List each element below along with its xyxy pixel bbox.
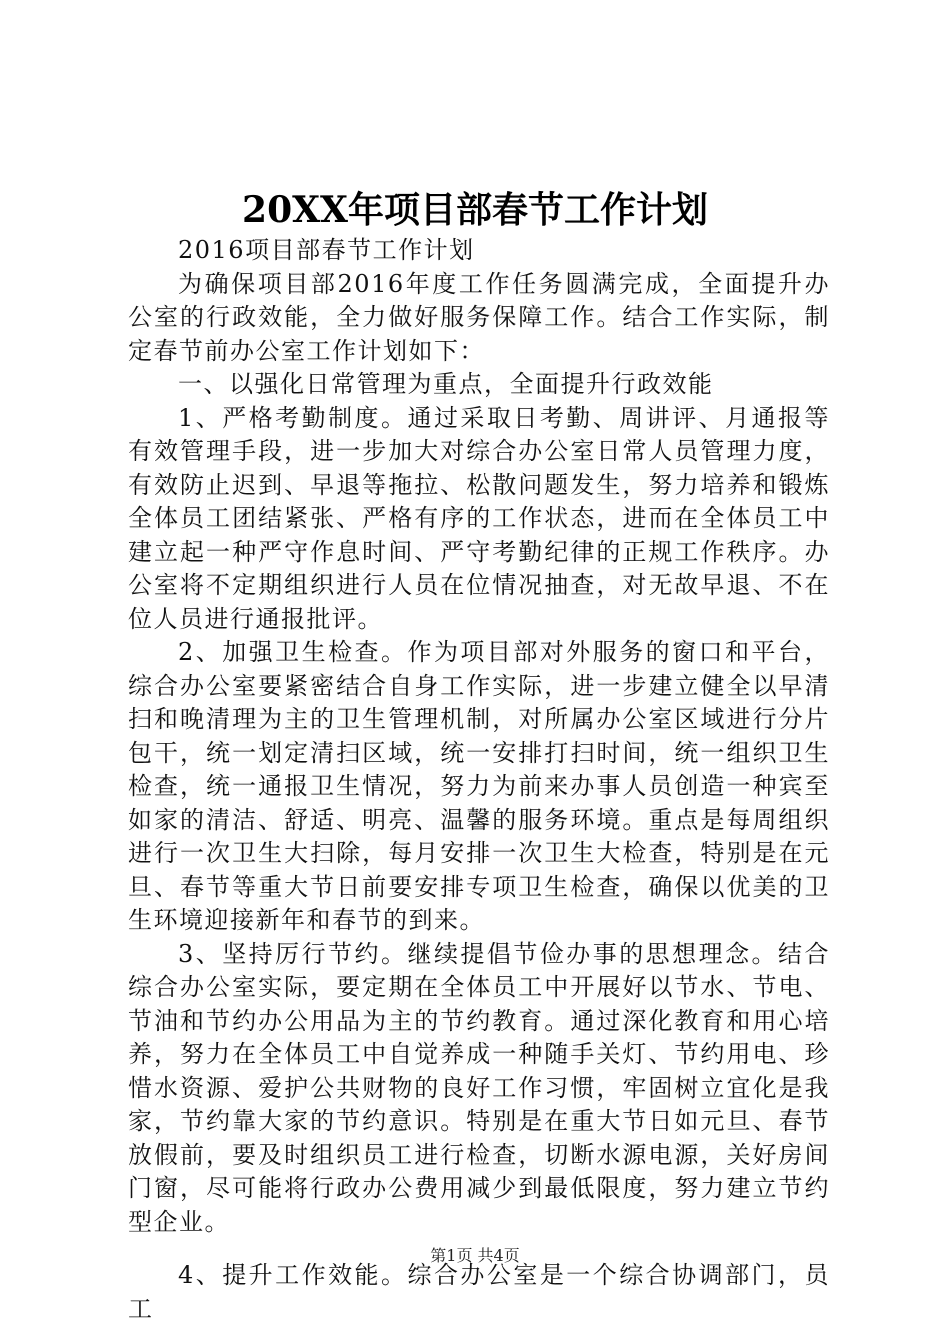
document-title: 20XX年项目部春节工作计划: [242, 189, 708, 231]
paragraph-item-1: 1、严格考勤制度。通过采取日考勤、周讲评、月通报等有效管理手段，进一步加大对综合办公室日常人员管理力度，有效防止迟到、早退等拖拉、松散问题发生，努力培养和锻炼全体员工团结紧张、严格有序的工作状态，进而在全体员工中建立起一种严守作息时间、严守考勤纪律的正规工作秩序。办公室将不定期组织进行人员在位情况抽查，对无故早退、不在位人员进行通报批评。: [128, 403, 830, 633]
paragraph-item-3: 3、坚持厉行节约。继续提倡节俭办事的思想理念。结合综合办公室实际，要定期在全体员工中开展好以节水、节电、节油和节约办公用品为主的节约教育。通过深化教育和用心培养，努力在全体员工中自觉养成一种随手关灯、节约用电、珍惜水资源、爱护公共财物的良好工作习惯，牢固树立宜化是我家，节约靠大家的节约意识。特别是在重大节日如元旦、春节放假前，要及时组织员工进行检查，切断水源电源，关好房间门窗，尽可能将行政办公费用减少到最低限度，努力建立节约型企业。: [128, 939, 830, 1236]
page-footer: 第1页 共4页: [430, 1246, 520, 1265]
paragraph-section-heading: 一、以强化日常管理为重点，全面提升行政效能: [178, 370, 714, 398]
paragraph-intro: 为确保项目部2016年度工作任务圆满完成，全面提升办公室的行政效能，全力做好服务保障工作。结合工作实际，制定春节前办公室工作计划如下：: [128, 269, 830, 365]
paragraph-item-2: 2、加强卫生检查。作为项目部对外服务的窗口和平台，综合办公室要紧密结合自身工作实际，进一步建立健全以早清扫和晚清理为主的卫生管理机制，对所属办公室区域进行分片包干，统一划定清扫区域，统一安排打扫时间，统一组织卫生检查，统一通报卫生情况，努力为前来办事人员创造一种宾至如家的清洁、舒适、明亮、温馨的服务环境。重点是每周组织进行一次卫生大扫除，每月安排一次卫生大检查，特别是在元旦、春节等重大节日前要安排专项卫生检查，确保以优美的卫生环境迎接新年和春节的到来。: [128, 638, 830, 934]
document-body: [128, 234, 830, 1326]
paragraph-subtitle: 2016项目部春节工作计划: [178, 236, 475, 264]
paragraph-item-4: 4、提升工作效能。综合办公室是一个综合协调部门，员工: [128, 1261, 830, 1323]
